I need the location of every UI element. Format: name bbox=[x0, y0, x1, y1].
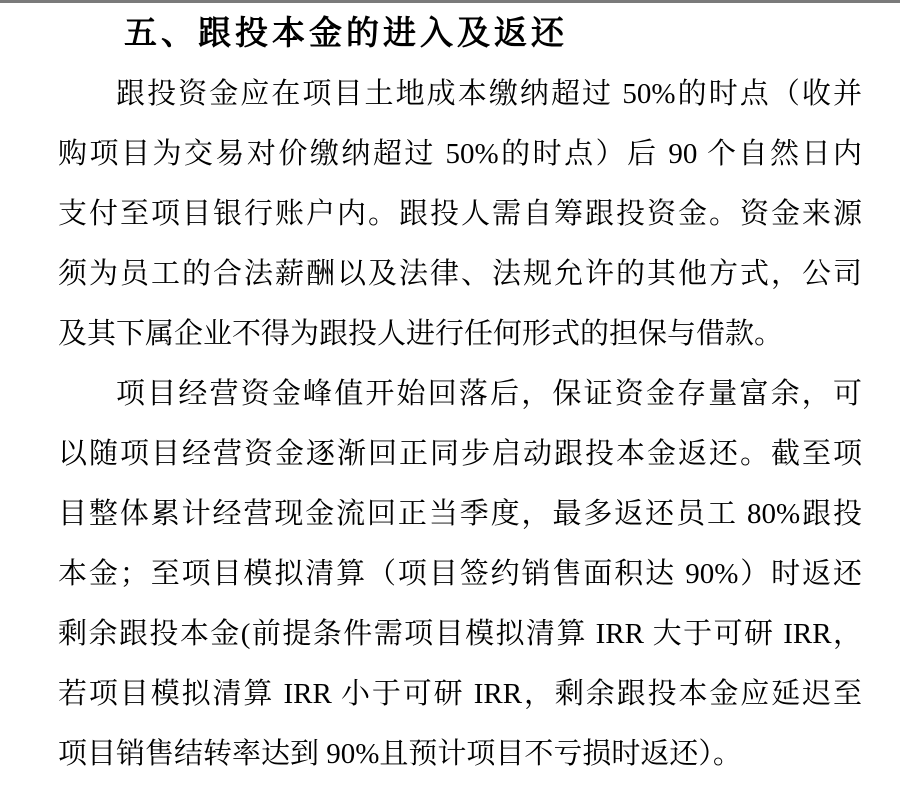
paragraph bbox=[58, 64, 862, 364]
text-line: 支付至项目银行账户内。跟投人需自筹跟投资金。资金来源 bbox=[58, 198, 862, 230]
document-body bbox=[58, 0, 862, 784]
text-line: 目整体累计经营现金流回正当季度，最多返还员工 80%跟投 bbox=[58, 498, 862, 530]
section-heading: 五、跟投本金的进入及返还 bbox=[124, 14, 568, 51]
text-line: 须为员工的合法薪酬以及法律、法规允许的其他方式，公司 bbox=[58, 258, 862, 290]
text-line: 剩余跟投本金(前提条件需项目模拟清算 IRR 大于可研 IRR， bbox=[58, 618, 863, 650]
text-line: 本金；至项目模拟清算（项目签约销售面积达 90%）时返还 bbox=[58, 558, 862, 590]
text-line: 项目经营资金峰值开始回落后，保证资金存量富余，可 bbox=[116, 378, 862, 410]
text-line: 以随项目经营资金逐渐回正同步启动跟投本金返还。截至项 bbox=[58, 438, 862, 470]
text-line: 及其下属企业不得为跟投人进行任何形式的担保与借款。 bbox=[58, 318, 784, 350]
text-line: 项目销售结转率达到 90%且预计项目不亏损时返还）。 bbox=[58, 738, 742, 770]
text-line: 购项目为交易对价缴纳超过 50%的时点）后 90 个自然日内 bbox=[58, 138, 862, 170]
paragraph bbox=[58, 364, 862, 784]
text-line: 跟投资金应在项目土地成本缴纳超过 50%的时点（收并 bbox=[116, 78, 862, 110]
text-line: 若项目模拟清算 IRR 小于可研 IRR，剩余跟投本金应延迟至 bbox=[58, 678, 862, 710]
